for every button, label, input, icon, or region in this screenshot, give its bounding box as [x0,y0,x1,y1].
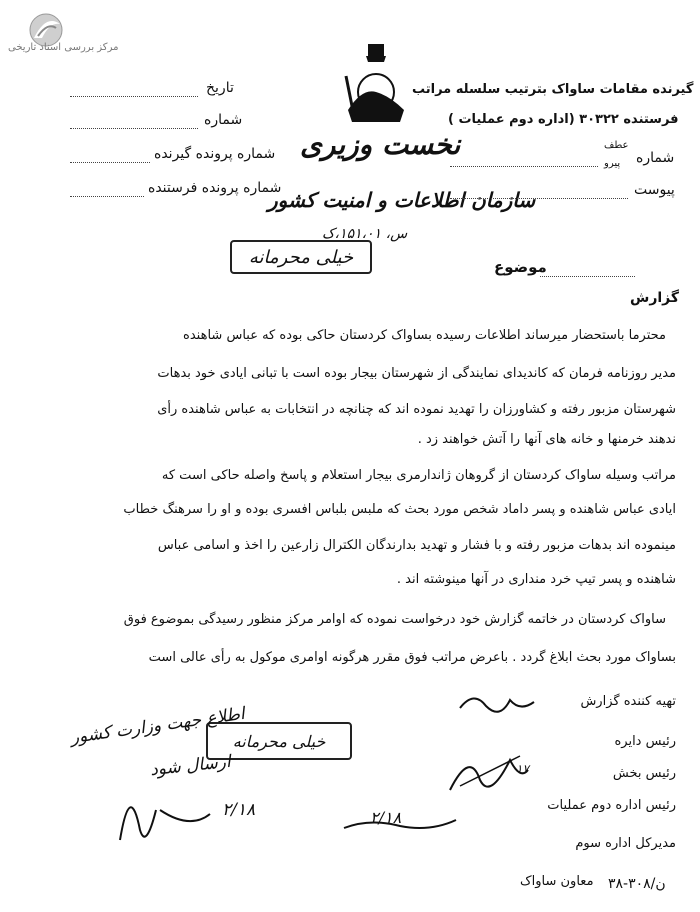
field-number: شماره [204,112,243,128]
report-line: مینموده اند بدهات مزبور رفته و با فشار و تهدید بدارندگان الکترال زارعین را اخذ و اسامی عباس [157,538,676,553]
handwritten-note-1: اطلاع جهت وزارت کشور [69,703,246,749]
signature-scribble-icon [440,740,530,800]
archive-caption: مرکز بررسی اسناد تاریخی [8,42,119,53]
sig-chief-dept: رئیس دایره [614,734,676,749]
confidential-stamp-bottom: خیلی محرمانه [206,722,352,760]
report-line: مراتب وسیله ساواک کردستان از گروهان ژاندارمری بیجار استعلام و پاسخ واصله حاکی است که [161,468,676,483]
handwritten-ref: س، ۱۵۱،۰۱،ک [322,226,408,242]
field-sender-file-no: شماره پرونده فرستنده [148,180,282,196]
handwritten-note-2: ارسال شود [149,751,232,781]
report-line: شهرستان مزبور رفته و کشاورزان را تهدید نموده اند که چنانچه در انتخابات به عباس شاهنده رأی [157,402,676,417]
report-line: مدیر روزنامه فرمان که کاندیدای نمایندگی از شهرستان بیجار بوده است با تبانی ایادی خود بدهات [157,366,676,381]
subject-label: موضوع [494,258,547,276]
handwritten-date-left: ۲/۱۸ [222,800,256,820]
field-receiver-file-no: شماره پرونده گیرنده [154,146,276,162]
field-sender: فرستنده ۳۰۳۲۲ (اداره دوم عملیات ) [448,112,679,127]
doc-number: ۳۸-۳۰۸/ن [608,876,666,892]
field-number-label: شماره [636,150,675,166]
report-line: شاهنده و پسر تیپ خرد منداری در آنها مینوشته اند . [396,572,676,587]
report-line: ندهند خرمنها و خانه های آنها را آتش خواهند زد . [417,432,676,447]
handwritten-num: ۱۷ [516,762,529,776]
field-date: تاریخ [206,80,234,96]
report-line: ساواک کردستان در خاتمه گزارش خود درخواست نموده که اوامر مرکز منظور رسیدگی بموضوع فوق [123,612,666,627]
archive-logo-icon [20,8,80,68]
signature-scribble-icon [100,770,260,850]
field-number-prev: پیرو [604,158,621,169]
field-attachment: پیوست [634,182,675,198]
field-number-ref: عطف [604,140,629,151]
report-line: ایادی عباس شاهنده و پسر داماد شخص مورد بحث که ملبس بلباس افسری بوده و او را سرهنگ خطاب [123,502,676,517]
header-title-sub: سازمان اطلاعات و امنیت کشور [268,188,536,212]
signature-scribble-icon [450,684,540,724]
report-heading: گزارش [630,290,680,306]
sig-chief-ops: رئیس اداره دوم عملیات [547,798,676,813]
report-line: محترما باستحضار میرساند اطلاعات رسیده بساواک کردستان حاکی بوده که عباس شاهنده [183,328,666,343]
sig-chief-section: رئیس بخش [612,766,676,781]
confidential-stamp: خیلی محرمانه [230,240,372,274]
field-recipient: گیرنده مقامات ساواک بترتیب سلسله مراتب [412,82,694,97]
sig-director-general: مدیرکل اداره سوم [575,836,676,851]
lion-and-sun-emblem-icon [338,40,418,130]
report-line: بساواک مورد بحث ابلاغ گردد . باعرض مراتب فوق مقرر هرگونه اوامری موکول به رأی عالی است [148,650,676,665]
handwritten-date-mid: ۲/۱۸ [370,808,402,827]
signature-scribble-icon [340,810,460,840]
sig-prepared-by: تهیه کننده گزارش [580,694,676,709]
header-title-main: نخست وزیری [300,128,461,161]
sig-deputy: معاون ساواک [520,874,594,889]
